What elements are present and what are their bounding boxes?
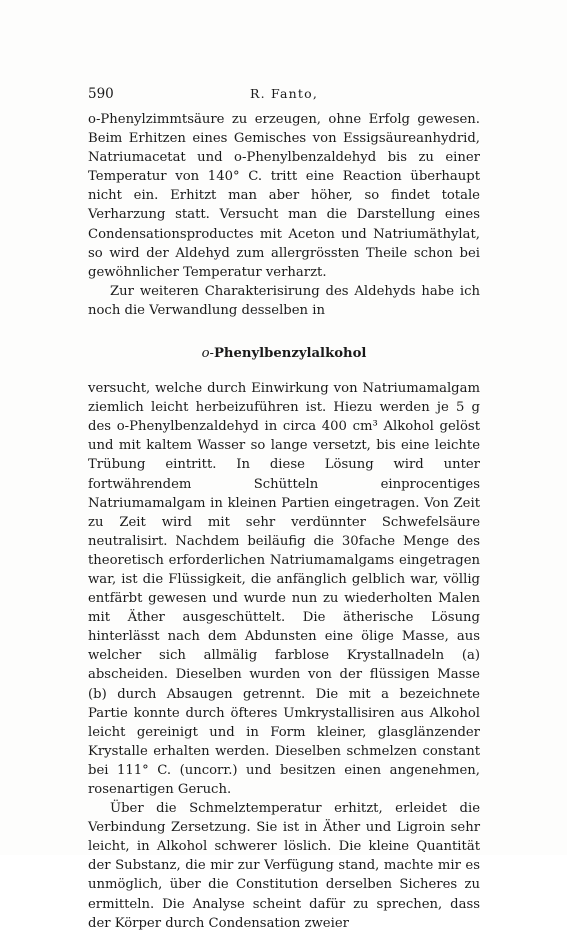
body-text — [88, 110, 480, 933]
section-heading — [88, 344, 480, 363]
paragraph-continuation: o-Phenylzimmtsäure zu erzeugen, ohne Erfolg gewesen. Beim Erhitzen eines Gemisches von Essigsäureanhydrid, Natriumacetat und o-Phenylbenzaldehyd bis zu einer Temperatur von 140° C. tritt eine Reaction überhaupt nicht ein. Erhitzt man aber höher, so findet totale Verharzung statt. Versucht man die Darstellung eines Condensationsproductes mit Aceton und Natriumäthylat, so wird der Aldehyd zum allergrössten Theile schon bei gewöhnlicher Temperatur verharzt. — [88, 112, 480, 280]
page-number: 590 — [88, 86, 114, 102]
section-heading-prefix: o- — [201, 346, 214, 362]
paragraph-properties: Über die Schmelztemperatur erhitzt, erleidet die Verbindung Zersetzung. Sie ist in Äther und Ligroin sehr leicht, in Alkohol schwerer löslich. Die kleine Quantität der Substanz, die mir zur Verfügung stand, machte mir es unmöglich, über die Constitution derselben Sicheres zu ermitteln. Die Analyse scheint dafür zu sprechen, dass der Körper durch Condensation zweier — [88, 801, 480, 931]
running-head: R. Fanto, — [249, 86, 318, 101]
paragraph-intro: Zur weiteren Charakterisirung des Aldehyds habe ich noch die Verwandlung desselben in — [88, 283, 480, 318]
section-heading-text: Phenylbenzylalkohol — [214, 346, 367, 362]
paragraph-method: versucht, welche durch Einwirkung von Natriumamalgam ziemlich leicht herbeizuführen ist. Hiezu werden je 5 g des o-Phenylbenzaldehyd in circa 400 cm³ Alkohol gelöst und mit kaltem Wasser so lange versetzt, bis eine leichte Trübung eintritt. In diese Lösung wird unter fortwährendem Schütteln einprocentiges Natriumamalgam in kleinen Partien eingetragen. Von Zeit zu Zeit wird mit sehr verdünnter Schwefelsäure neutralisirt. Nachdem beiläufig die 30fache Menge des theoretisch erforderlichen Natriumamalgams eingetragen war, ist die Flüssigkeit, die anfänglich gelblich war, völlig entfärbt gewesen und wurde nun zu wiederholten Malen mit Äther ausgeschüttelt. Die ätherische Lösung hinterlässt nach dem Abdunsten eine ölige Masse, aus welcher sich allmälig farblose Krystallnadeln (a) abscheiden. Dieselben wurden von der flüssigen Masse (b) durch Absaugen getrennt. Die mit a bezeichnete Partie konnte durch öfteres Umkrystallisiren aus Alkohol leicht gereinigt und in Form kleiner, glasglänzender Krystalle erhalten werden. Dieselben schmelzen constant bei 111° C. (uncorr.) und besitzen einen angenehmen, rosenartigen Geruch. — [88, 381, 480, 797]
page-header — [88, 86, 480, 106]
